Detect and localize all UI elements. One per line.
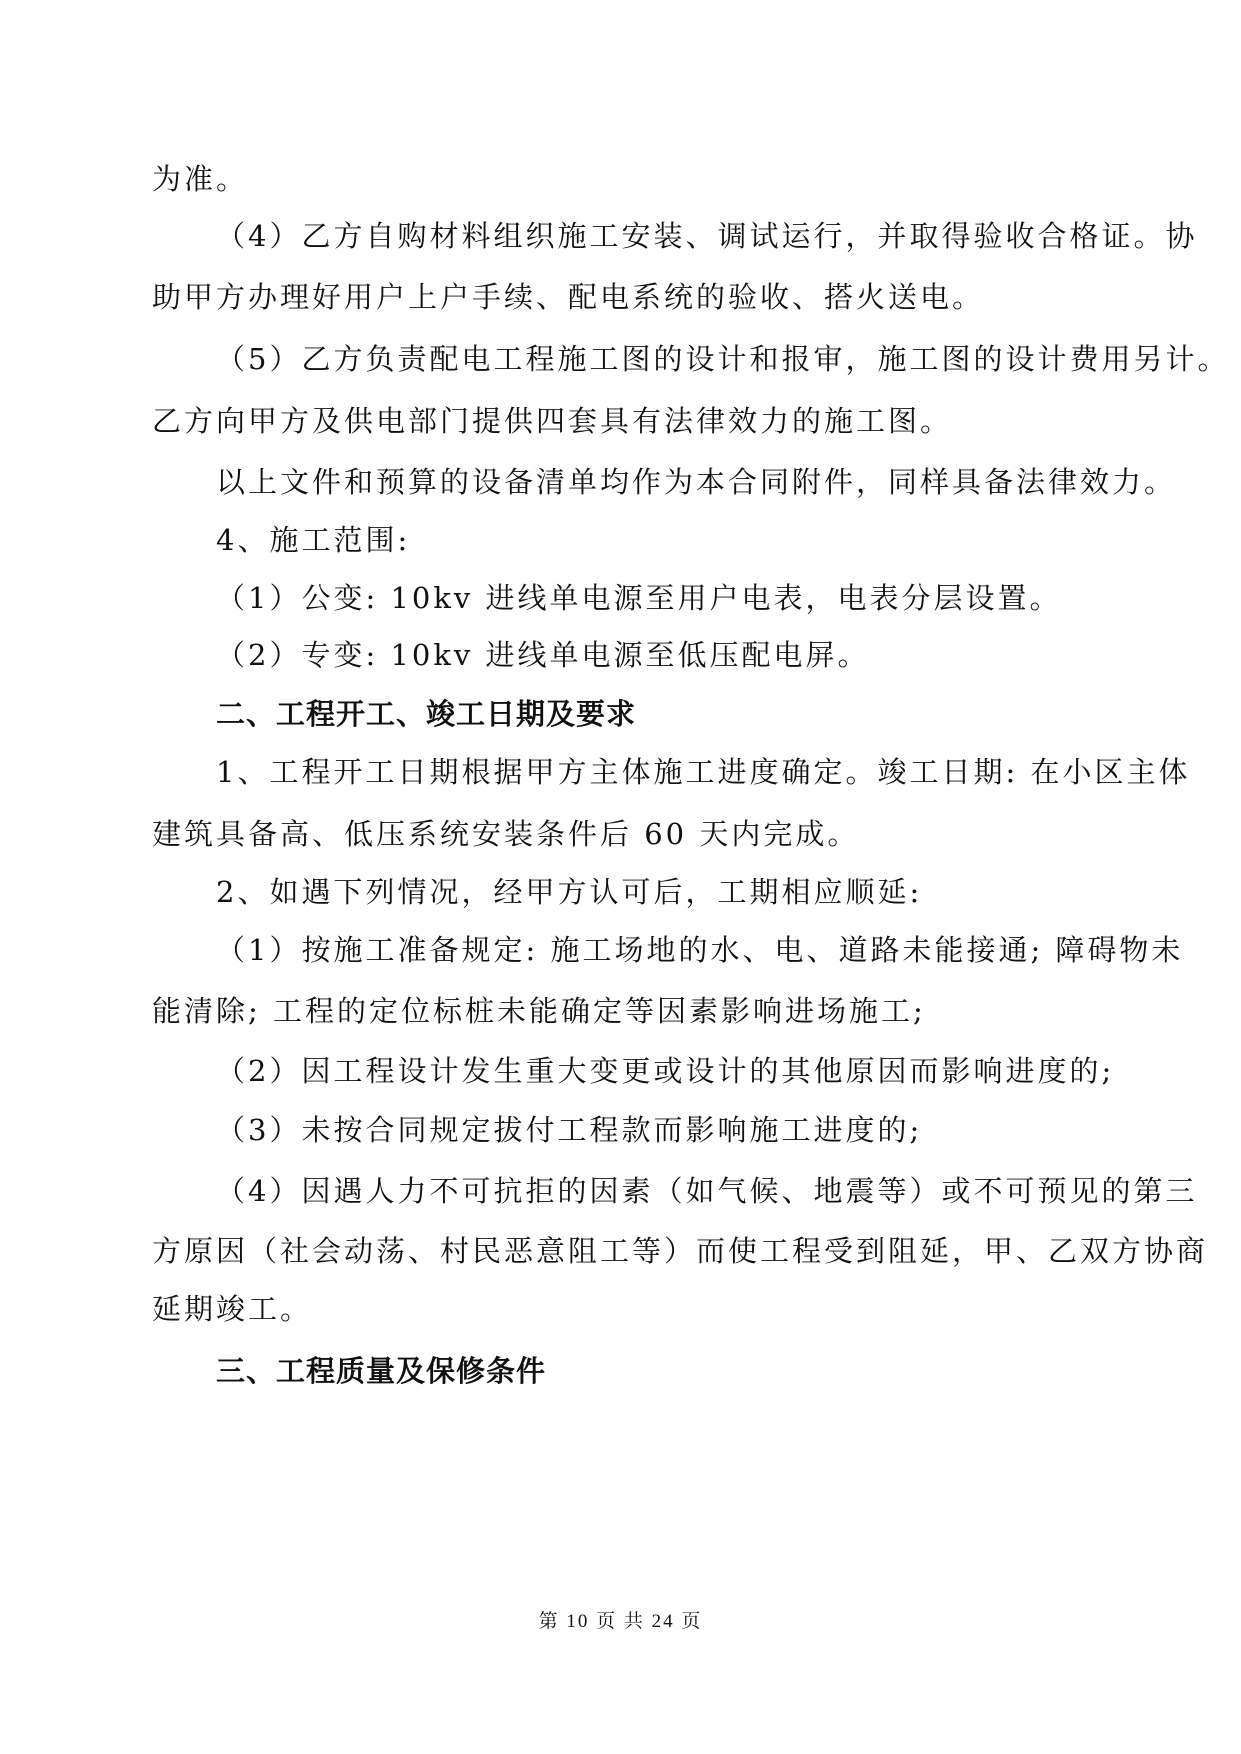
paragraph-line: （1）按施工准备规定: 施工场地的水、电、道路未能接通; 障碍物未 bbox=[216, 933, 1184, 967]
paragraph-line: 为准。 bbox=[152, 162, 249, 196]
paragraph-line: 2、如遇下列情况，经甲方认可后，工期相应顺延: bbox=[216, 875, 923, 909]
paragraph-line: 延期竣工。 bbox=[152, 1292, 313, 1326]
paragraph-line: （2）因工程设计发生重大变更或设计的其他原因而影响进度的; bbox=[216, 1054, 1115, 1088]
paragraph-line: 4、施工范围: bbox=[216, 523, 411, 557]
paragraph-line: （1）公变: 10kv 进线单电源至用户电表，电表分层设置。 bbox=[216, 581, 1062, 615]
paragraph-line: （4）乙方自购材料组织施工安装、调试运行，并取得验收合格证。协 bbox=[216, 219, 1198, 253]
paragraph-line: （2）专变: 10kv 进线单电源至低压配电屏。 bbox=[216, 638, 870, 672]
paragraph-line: （4）因遇人力不可抗拒的因素（如气候、地震等）或不可预见的第三 bbox=[216, 1174, 1198, 1208]
paragraph-line: （5）乙方负责配电工程施工图的设计和报审，施工图的设计费用另计。 bbox=[216, 342, 1230, 376]
paragraph-line: （3）未按合同规定拔付工程款而影响施工进度的; bbox=[216, 1113, 923, 1147]
section-heading: 二、工程开工、竣工日期及要求 bbox=[216, 697, 637, 731]
page-number: 第 10 页 共 24 页 bbox=[538, 1611, 703, 1632]
paragraph-line: 方原因（社会动荡、村民恶意阻工等）而使工程受到阻延，甲、乙双方协商 bbox=[152, 1234, 1209, 1268]
paragraph-line: 以上文件和预算的设备清单均作为本合同附件，同样具备法律效力。 bbox=[216, 465, 1177, 499]
section-heading: 三、工程质量及保修条件 bbox=[216, 1354, 547, 1388]
paragraph-line: 乙方向甲方及供电部门提供四套具有法律效力的施工图。 bbox=[152, 404, 953, 438]
paragraph-line: 1、工程开工日期根据甲方主体施工进度确定。竣工日期: 在小区主体 bbox=[216, 755, 1191, 789]
paragraph-line: 建筑具备高、低压系统安装条件后 60 天内完成。 bbox=[152, 817, 860, 851]
paragraph-line: 能清除; 工程的定位标桩未能确定等因素影响进场施工; bbox=[152, 994, 926, 1028]
paragraph-line: 助甲方办理好用户上户手续、配电系统的验收、搭火送电。 bbox=[152, 280, 985, 314]
